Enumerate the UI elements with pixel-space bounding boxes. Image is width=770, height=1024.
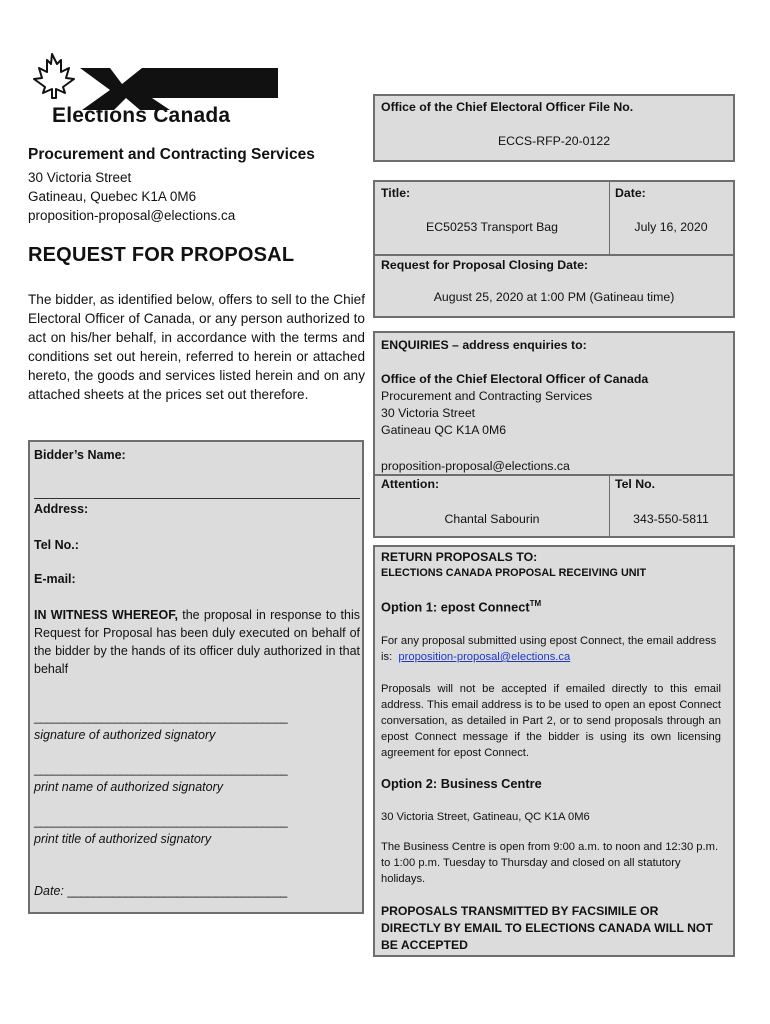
signature-caption: signature of authorized signatory [34, 728, 216, 742]
attention-value: Chantal Sabourin [444, 512, 540, 526]
option1-title: Option 1: epost Connect™ [381, 599, 542, 615]
address-line: 30 Victoria Street [28, 170, 132, 185]
bidder-name-label: Bidder’s Name: [34, 448, 126, 462]
print-name-line[interactable]: _________________________________________ [34, 762, 288, 776]
address-label: Address: [34, 502, 89, 516]
enquiries-label: ENQUIRIES – address enquiries to: [381, 338, 587, 352]
maple-leaf-icon [34, 54, 74, 98]
tel-label: Tel No.: [34, 538, 79, 552]
closing-date-value: August 25, 2020 at 1:00 PM (Gatineau time) [433, 290, 675, 304]
option1-email-link[interactable]: proposition-proposal@elections.ca [398, 651, 571, 663]
rfp-details-box [373, 180, 735, 318]
option2-hours: The Business Centre is open from 9:00 a.m. to noon and 12:30 p.m. to 1:00 p.m. Tuesday to Thursday and closed on all statutory holidays. [381, 841, 719, 885]
closing-date-label: Request for Proposal Closing Date: [381, 258, 589, 272]
receiving-unit: ELECTIONS CANADA PROPOSAL RECEIVING UNIT [381, 567, 647, 579]
enquiries-address-line: Procurement and Contracting Services [381, 389, 593, 403]
file-number-box [373, 94, 735, 162]
signature-line[interactable]: _________________________________________ [34, 710, 288, 724]
title-value: EC50253 Transport Bag [426, 220, 558, 234]
option2-address: 30 Victoria Street, Gatineau, QC K1A 0M6 [381, 811, 590, 823]
date-line[interactable]: __________________________________ [67, 884, 287, 898]
warning-text: PROPOSALS TRANSMITTED BY FACSIMILE OR DIRECTLY BY EMAIL TO ELECTIONS CANADA WILL NOT BE ACCEPTED [381, 904, 713, 952]
print-title-line[interactable]: _________________________________________ [34, 814, 288, 828]
witness-text: the proposal in response to this Request for Proposal has been duly executed on behalf of the bidder by the hands of its officer duly authorized in that behalf [34, 608, 360, 676]
bidder-name-field[interactable] [34, 498, 360, 499]
address-email: proposition-proposal@elections.ca [28, 208, 236, 223]
date-value: July 16, 2020 [634, 220, 708, 234]
enquiries-box [373, 331, 735, 538]
option1-text: For any proposal submitted using epost Connect, the email address is: proposition-proposal@elections.ca [381, 635, 717, 663]
print-title-caption: print title of authorized signatory [34, 832, 212, 846]
print-name-caption: print name of authorized signatory [34, 780, 223, 794]
option2-title: Option 2: Business Centre [381, 776, 542, 791]
file-number-value: ECCS-RFP-20-0122 [497, 134, 611, 148]
department-name: Procurement and Contracting Services [28, 146, 315, 163]
email-label: E-mail: [34, 572, 76, 586]
tel-label: Tel No. [615, 477, 656, 491]
address-line: Gatineau, Quebec K1A 0M6 [28, 189, 197, 204]
return-proposals-box [373, 545, 735, 957]
witness-bold: IN WITNESS WHEREOF, [34, 608, 178, 622]
page-title: REQUEST FOR PROPOSAL [28, 244, 295, 266]
intro-paragraph: The bidder, as identified below, offers to sell to the Chief Electoral Officer of Canada, or any person authorized to act on his/her behalf, in accordance with the terms and conditions set out herein, referred to herein or attached hereto, the goods and services listed herein and on any attached sheets at the prices set out therefore. [28, 292, 365, 402]
date-field[interactable] [34, 884, 287, 898]
enquiries-office: Office of the Chief Electoral Officer of Canada [381, 372, 649, 386]
file-number-label: Office of the Chief Electoral Officer File No. [381, 100, 634, 114]
enquiries-address-line: 30 Victoria Street [381, 406, 476, 420]
option1-note: Proposals will not be accepted if emailed directly to this email address. This email address is to be used to open an epost Connect conversation, as detailed in Part 2, or to send proposals through an epost Connect message if the bidder is using its own licensing agreement for epost Connect. [381, 683, 721, 759]
attention-label: Attention: [381, 477, 440, 491]
return-label: RETURN PROPOSALS TO: [381, 550, 538, 564]
enquiries-address-line: Gatineau QC K1A 0M6 [381, 423, 507, 437]
witness-statement [34, 606, 360, 678]
date-label: Date: [34, 884, 68, 898]
tel-value: 343-550-5811 [633, 512, 709, 526]
title-label: Title: [381, 186, 411, 200]
date-label: Date: [615, 186, 646, 200]
bidder-info-box [28, 440, 364, 914]
enquiries-email[interactable]: proposition-proposal@elections.ca [381, 459, 570, 473]
logo-wordmark: Elections Canada [52, 104, 231, 127]
